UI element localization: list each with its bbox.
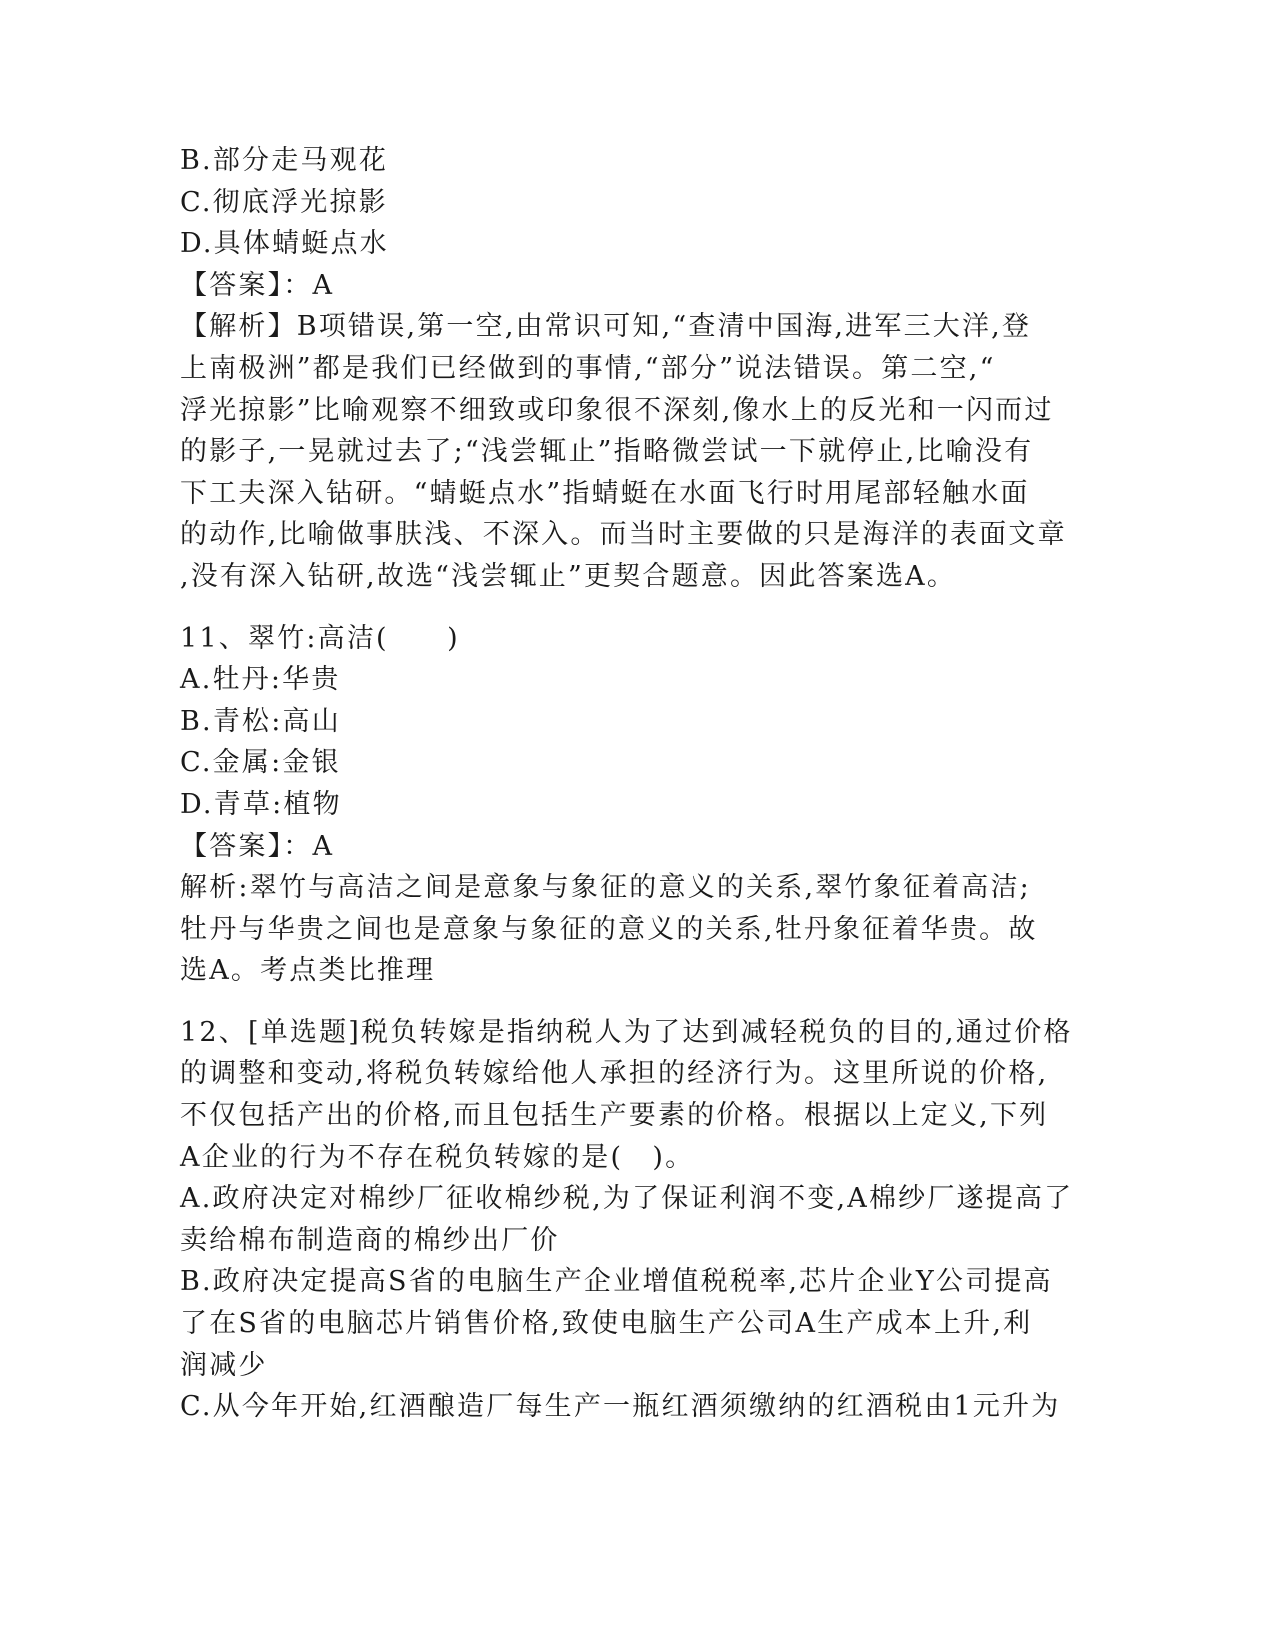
q12-option-b-line: 润减少 [180,1349,268,1381]
q12-option-b-line: B.政府决定提高S省的电脑生产企业增值税税率,芯片企业Y公司提高 [180,1266,1053,1298]
q11-analysis-line: 解析:翠竹与高洁之间是意象与象征的意义的关系,翠竹象征着高洁; [180,872,1031,904]
q11-analysis [180,867,1040,992]
q12-option-c-line: C.从今年开始,红酒酿造厂每生产一瓶红酒须缴纳的红酒税由1元升为 [180,1391,1061,1423]
question-11 [180,618,1040,992]
q10-analysis-line: 的影子,一晃就过去了;“浅尝辄止”指略微尝试一下就停止,比喻没有 [180,436,1034,468]
q11-analysis-line: 选A。考点类比推理 [180,955,436,987]
q10-answer: 【答案】：A [180,269,335,301]
q11-stem: 11、翠竹:高洁( ) [180,622,460,654]
q10-analysis-line: 的动作,比喻做事肤浅、不深入。而当时主要做的只是海洋的表面文章 [180,519,1067,551]
q11-answer: 【答案】：A [180,830,335,862]
q12-stem-line: 12、[单选题]税负转嫁是指纳税人为了达到减轻税负的目的,通过价格 [180,1016,1073,1048]
section-gap [180,598,1040,618]
q12-option-a [180,1178,1074,1261]
q11-option-d: D.青草:植物 [180,788,342,820]
q11-analysis-line: 牡丹与华贵之间也是意象与象征的意义的关系,牡丹象征着华贵。故 [180,913,1038,945]
q12-stem-line: 的调整和变动,将税负转嫁给他人承担的经济行为。这里所说的价格, [180,1058,1049,1090]
q10-option-b: B.部分走马观花 [180,145,389,176]
q10-analysis-line: 【解析】B项错误,第一空,由常识可知,“查清中国海,进军三大洋,登 [180,311,1032,343]
q10-analysis-line: ,没有深入钻研,故选“浅尝辄止”更契合题意。因此答案选A。 [180,560,957,592]
q12-stem-line: 不仅包括产出的价格,而且包括生产要素的价格。根据以上定义,下列 [180,1100,1049,1132]
document-page [180,140,1074,1428]
q12-option-b [180,1261,1053,1386]
q12-option-a-line: 卖给棉布制造商的棉纱出厂价 [180,1224,560,1256]
section-gap [180,992,1040,1012]
q12-option-a-line: A.政府决定对棉纱厂征收棉纱税,为了保证利润不变,A棉纱厂遂提高了 [180,1183,1074,1215]
q10-option-c: C.彻底浮光掠影 [180,186,388,218]
q12-stem-line: A企业的行为不存在税负转嫁的是( )。 [180,1141,695,1173]
q10-analysis-line: 下工夫深入钻研。“蜻蜓点水”指蜻蜓在水面飞行时用尾部轻触水面 [180,477,1030,509]
q12-option-b-line: 了在S省的电脑芯片销售价格,致使电脑生产公司A生产成本上升,利 [180,1308,1033,1340]
question-12 [180,1012,1074,1428]
q12-option-c [180,1386,1061,1428]
q10-analysis-line: 上南极洲”都是我们已经做到的事情,“部分”说法错误。第二空,“ [180,352,996,384]
q12-stem [180,1012,1073,1178]
q11-option-b: B.青松:高山 [180,705,341,737]
q10-analysis [180,306,1067,597]
q11-option-a: A.牡丹:华贵 [180,664,341,696]
q10-option-d: D.具体蜻蜓点水 [180,228,389,260]
q10-analysis-line: 浮光掠影”比喻观察不细致或印象很不深刻,像水上的反光和一闪而过 [180,394,1054,426]
q11-option-c: C.金属:金银 [180,747,341,779]
question-10 [180,140,1067,598]
